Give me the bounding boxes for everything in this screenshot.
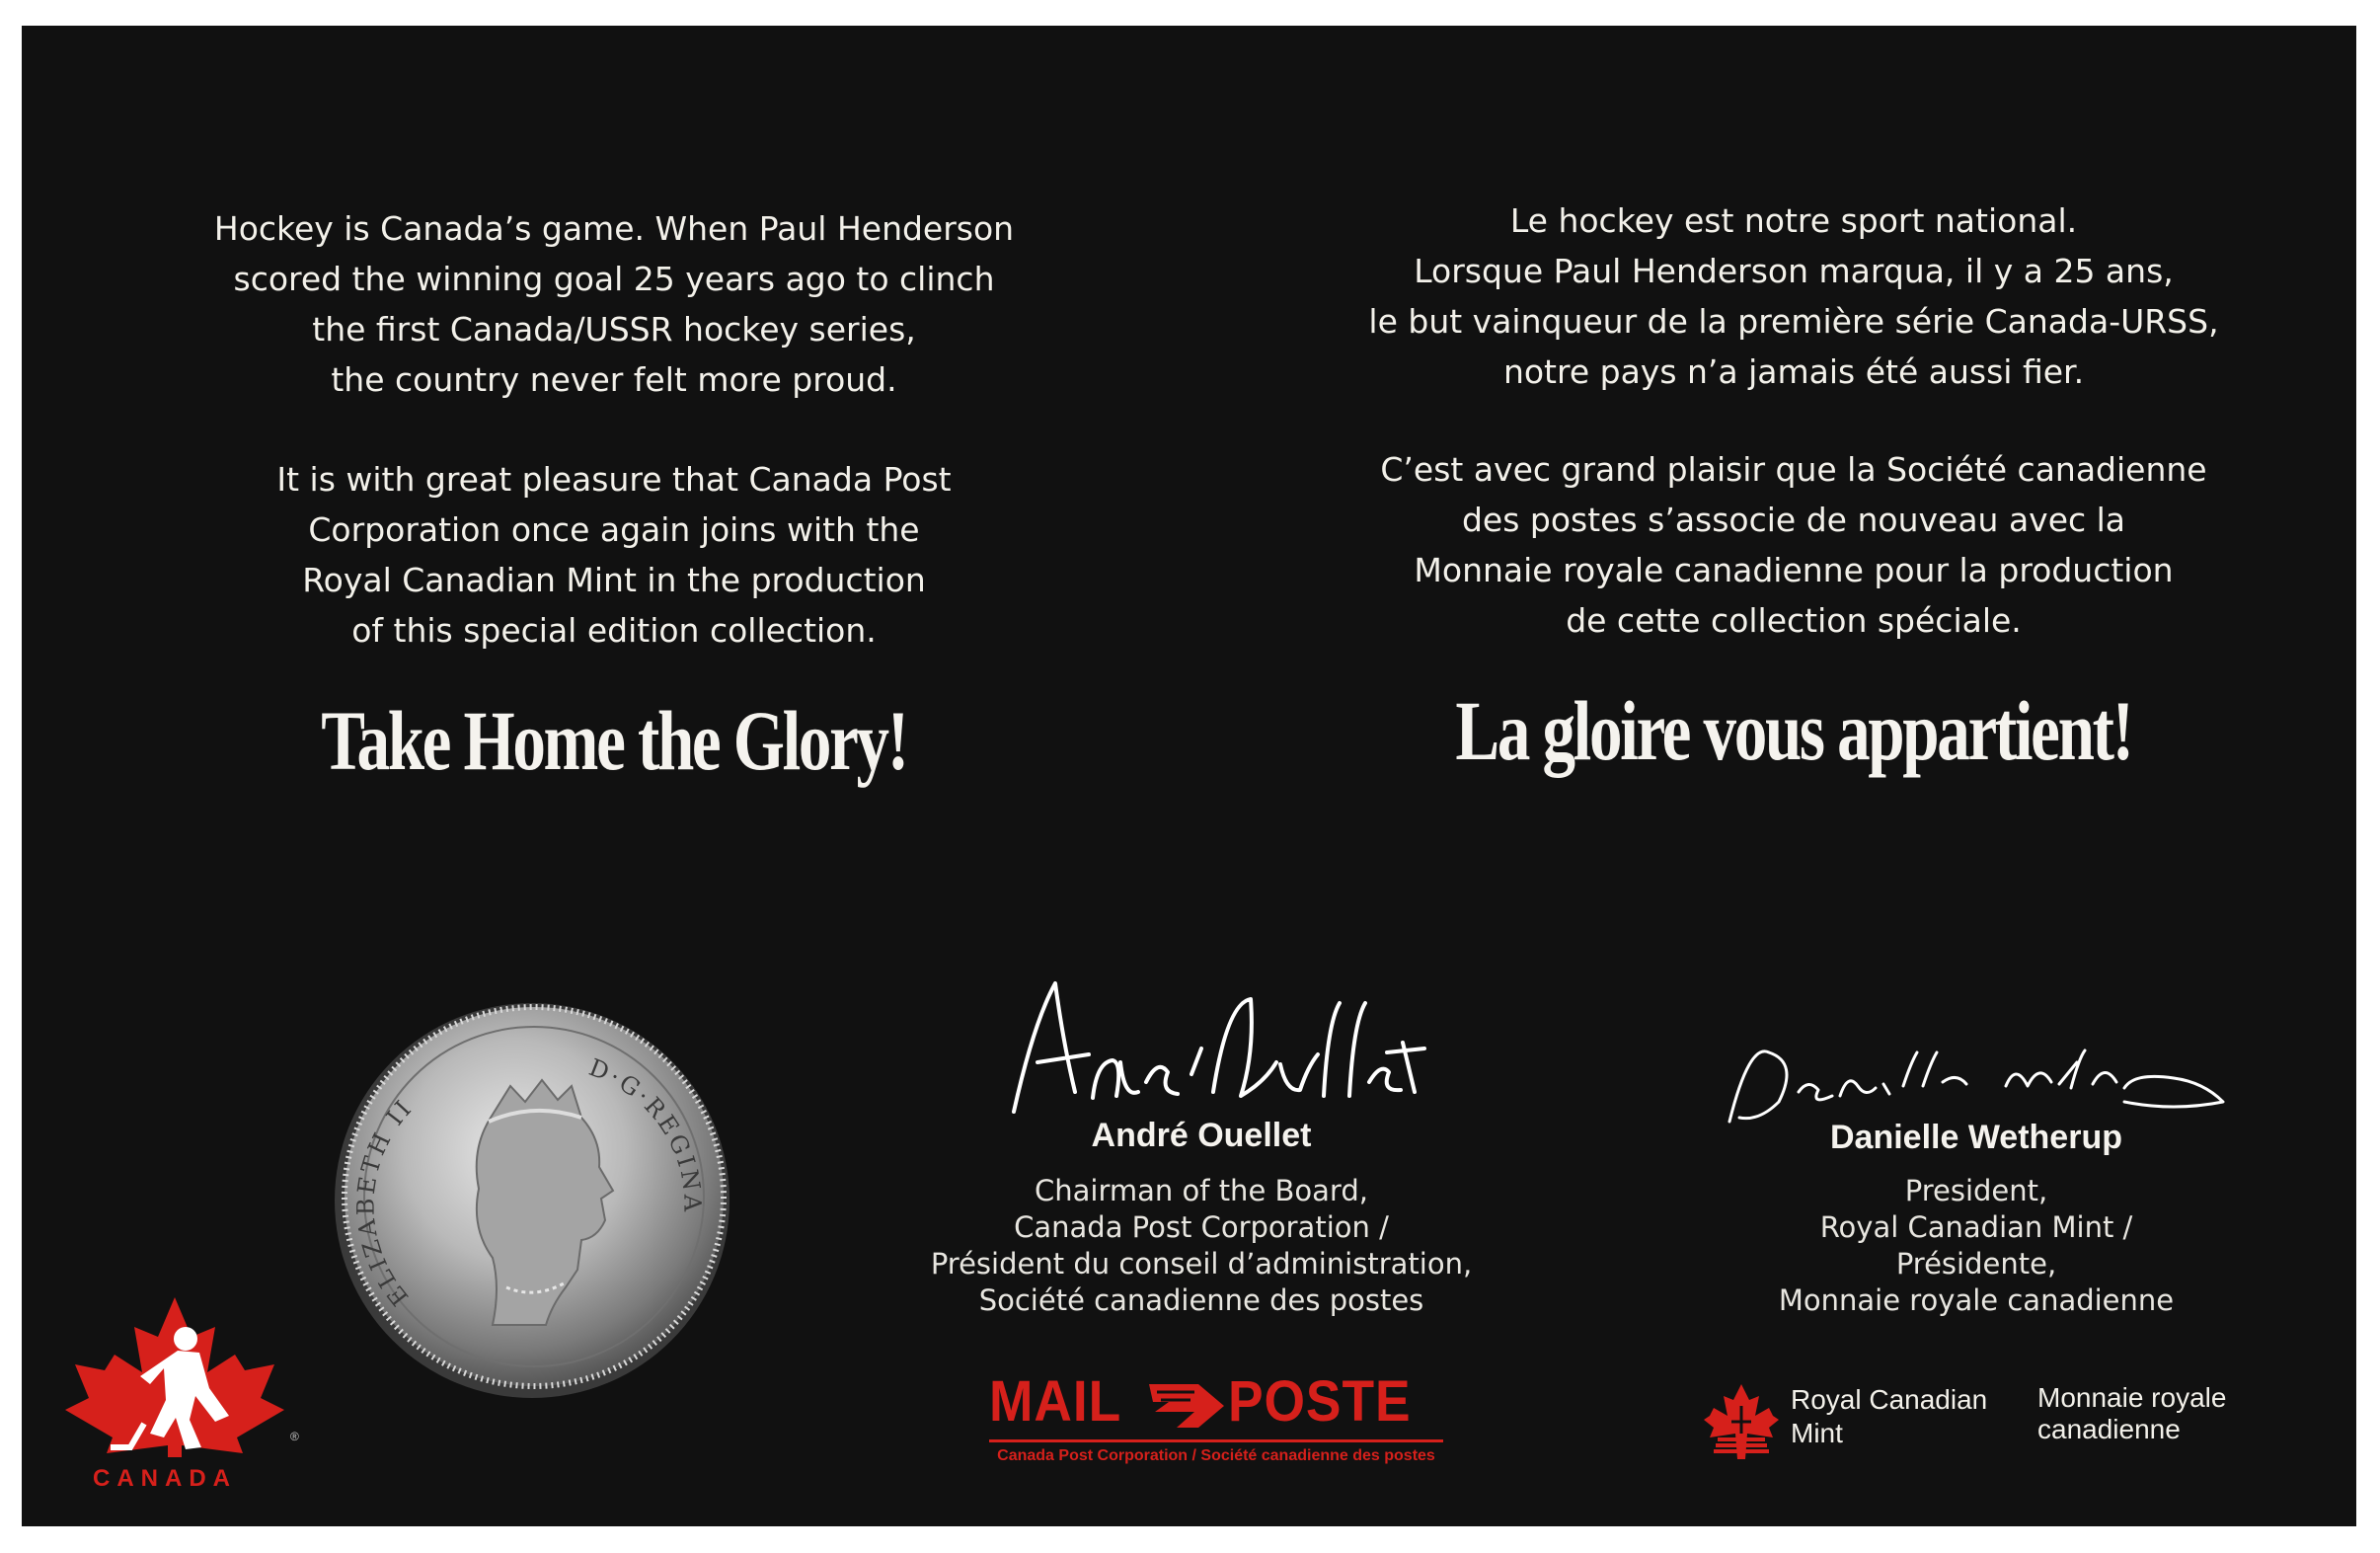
mint-name-english-line-1: Royal Canadian [1791,1384,1988,1415]
insert-card [22,26,2356,1526]
mint-name-english-line-2: Mint [1791,1418,1843,1448]
signatory-name-danielle-wetherup: Danielle Wetherup [1830,1119,2122,1156]
maple-leaf-player-icon [41,1289,308,1457]
canada-post-arrow-icon [1147,1378,1226,1434]
royal-canadian-mint-logo [1680,1378,2272,1477]
registered-mark: ® [290,1430,299,1443]
coin-image [323,991,737,1406]
mint-name-french-line-1: Monnaie royale [2037,1382,2227,1413]
canada-post-tagline: Canada Post Corporation / Société canadienne des postes [997,1447,1435,1464]
french-paragraph-2: C’est avec grand plaisir que la Société canadienne des postes s’associe de nouveau avec la Monnaie royale canadienne pour la production de cette collection spéciale. [1380,450,2207,640]
mint-name-french-line-2: canadienne [2037,1414,2181,1444]
signatory-title-danielle-wetherup: President, Royal Canadian Mint / Présidente, Monnaie royale canadienne [1778,1174,2175,1317]
french-headline: La gloire vous appartient! [1455,683,2132,778]
coin-inscription-left: ELIZABETH II [351,1093,419,1311]
canada-post-logo [969,1368,1463,1477]
signatory-title-andre-ouellet: Chairman of the Board, Canada Post Corporation / Président du conseil d’administration, Société canadienne des postes [930,1174,1473,1317]
commemorative-coin [323,991,737,1406]
signature-andre-ouellet [994,964,1428,1131]
english-paragraph-1: Hockey is Canada’s game. When Paul Henderson scored the winning goal 25 years ago to clinch the first Canada/USSR hockey series, the country never felt more proud. [213,209,1015,399]
mint-maple-leaf-icon [1702,1382,1781,1461]
hockey-canada-wordmark: CANADA [93,1465,237,1492]
english-headline: Take Home the Glory! [321,693,907,788]
english-paragraph-2: It is with great pleasure that Canada Post Corporation once again joins with the Royal Canadian Mint in the production of this special edition collection. [276,460,952,650]
signatory-name-andre-ouellet: André Ouellet [1091,1117,1312,1154]
hockey-canada-logo [41,1289,308,1497]
poste-wordmark: POSTE [1228,1369,1412,1434]
coin-inscription-right: D·G·REGINA [584,1053,707,1215]
mail-wordmark: MAIL [989,1369,1122,1434]
canada-post-rule [989,1439,1443,1442]
french-paragraph-1: Le hockey est notre sport national. Lorsque Paul Henderson marqua, il y a 25 ans, le but vainqueur de la première série Canada-URSS, notre pays n’a jamais été aussi fier. [1368,201,2219,391]
